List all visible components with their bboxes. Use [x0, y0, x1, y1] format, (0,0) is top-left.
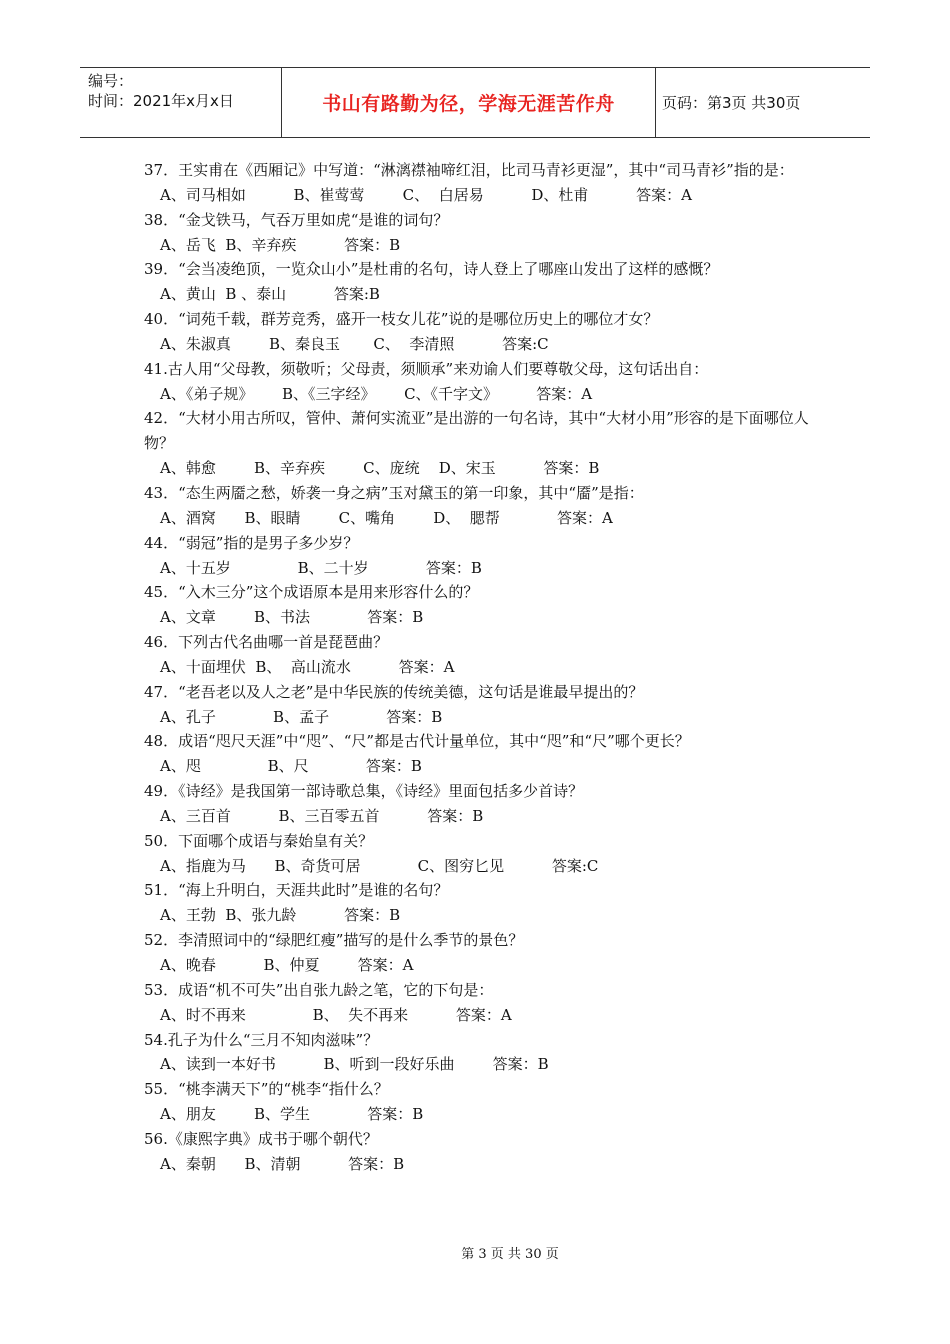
question-text: 48．成语“咫尺天涯”中“咫”、“尺”都是古代计量单位，其中“咫”和“尺”哪个更长？ — [144, 732, 690, 751]
question-text: 49．《诗经》是我国第一部诗歌总集，《诗经》里面包括多少首诗？ — [144, 782, 584, 801]
number-label: 编号： — [88, 72, 134, 90]
time-label: 时间：2021年x月x日 — [88, 92, 234, 110]
answer-options: A、《弟子规》 B、《三字经》 C、《千字文》 答案：A — [160, 384, 593, 403]
question-item — [144, 257, 809, 307]
question-item — [144, 481, 809, 531]
question-item — [144, 779, 809, 829]
question-text: 52．李清照词中的“绿肥红瘦”描写的是什么季节的景色？ — [144, 931, 524, 950]
question-text: 44．“弱冠”指的是男子多少岁？ — [144, 533, 359, 552]
header-meta — [80, 68, 282, 137]
answer-options: A、读到一本好书 B、听到一段好乐曲 答案：B — [160, 1055, 549, 1074]
question-text: 53．成语“机不可失”出自张九龄之笔，它的下句是： — [144, 980, 494, 999]
question-item — [144, 158, 809, 208]
question-text: 38．“金戈铁马，气吞万里如虎“是谁的词句？ — [144, 210, 449, 229]
page-header — [80, 67, 870, 138]
answer-options: A、酒窝 B、眼睛 C、嘴角 D、 腮帮 答案：A — [160, 508, 613, 527]
question-list — [144, 158, 809, 1177]
answer-options: A、朋友 B、学生 答案：B — [160, 1105, 424, 1124]
question-item — [144, 1028, 809, 1078]
question-item — [144, 1127, 809, 1177]
question-item — [144, 531, 809, 581]
question-item — [144, 680, 809, 730]
question-text: 46．下列古代名曲哪一首是琵琶曲？ — [144, 633, 389, 652]
question-item — [144, 729, 809, 779]
answer-options: A、晚春 B、仲夏 答案：A — [160, 956, 414, 974]
question-text: 41.古人用“父母教，须敬听；父母责，须顺承”来劝谕人们要尊敬父母，这句话出自： — [144, 359, 709, 378]
question-text: 55．“桃李满天下”的“桃李“指什么？ — [144, 1080, 389, 1099]
question-item — [144, 406, 809, 481]
question-text: 39．“会当凌绝顶，一览众山小”是杜甫的名句，诗人登上了哪座山发出了这样的感慨？ — [144, 260, 719, 279]
question-item — [144, 829, 809, 879]
question-item — [144, 1077, 809, 1127]
answer-options: A、秦朝 B、清朝 答案：B — [160, 1154, 405, 1173]
question-text: 37．王实甫在《西厢记》中写道：“淋漓襟袖啼红泪，比司马青衫更湿”，其中“司马青衫”指的是： — [144, 161, 794, 179]
question-item — [144, 307, 809, 357]
answer-options: A、司马相如 B、崔莺莺 C、 白居易 D、杜甫 答案：A — [160, 185, 692, 204]
question-text: 56.《康熙字典》成书于哪个朝代？ — [144, 1129, 378, 1148]
question-item — [144, 580, 809, 630]
question-item — [144, 878, 809, 928]
answer-options: A、十面埋伏 B、 高山流水 答案：A — [160, 657, 455, 676]
header-motto: 书山有路勤为径，学海无涯苦作舟 — [282, 68, 656, 137]
answer-options: A、咫 B、尺 答案：B — [160, 757, 422, 776]
question-text: 43．“态生两靥之愁，娇袭一身之病”玉对黛玉的第一印象，其中“靥”是指： — [144, 483, 644, 502]
answer-options: A、文章 B、书法 答案：B — [160, 608, 424, 627]
answer-options: A、三百首 B、三百零五首 答案：B — [160, 806, 484, 825]
answer-options: A、岳飞 B、辛弃疾 答案：B — [160, 235, 401, 254]
answer-options: A、时不再来 B、 失不再来 答案：A — [160, 1005, 512, 1024]
question-item — [144, 208, 809, 258]
question-item — [144, 357, 809, 407]
answer-options: A、王勃 B、张九龄 答案：B — [160, 906, 401, 925]
answer-options: A、朱淑真 B、秦良玉 C、 李清照 答案:C — [160, 334, 549, 353]
question-text: 51．“海上升明白，天涯共此时”是谁的名句？ — [144, 881, 449, 900]
answer-options: A、孔子 B、孟子 答案：B — [160, 707, 443, 726]
question-text: 45．“入木三分”这个成语原本是用来形容什么的？ — [144, 583, 479, 602]
question-item — [144, 978, 809, 1028]
answer-options: A、韩愈 B、辛弃疾 C、庞统 D、宋玉 答案：B — [160, 459, 600, 478]
page-footer — [0, 1243, 950, 1262]
answer-options: A、黄山 B 、泰山 答案:B — [160, 285, 380, 304]
question-text: 47．“老吾老以及人之老”是中华民族的传统美德，这句话是谁最早提出的？ — [144, 682, 644, 701]
question-text: 50．下面哪个成语与秦始皇有关？ — [144, 831, 374, 850]
question-text: 54.孔子为什么“三月不知肉滋味”？ — [144, 1030, 379, 1049]
header-page-info: 页码：第3页 共30页 — [662, 94, 801, 112]
answer-options: A、十五岁 B、二十岁 答案：B — [160, 558, 482, 577]
question-item — [144, 928, 809, 978]
question-text: 40．“词苑千载，群芳竞秀，盛开一枝女儿花”说的是哪位历史上的哪位才女？ — [144, 310, 659, 329]
question-text: 42．“大材小用古所叹，管仲、萧何实流亚”是出游的一句名诗，其中“大材小用”形容的是下面哪位人物？ — [144, 409, 809, 453]
question-item — [144, 630, 809, 680]
footer-page-number: 第 3 页 共 30 页 — [461, 1247, 559, 1262]
answer-options: A、指鹿为马 B、奇货可居 C、图穷匕见 答案:C — [160, 856, 599, 875]
